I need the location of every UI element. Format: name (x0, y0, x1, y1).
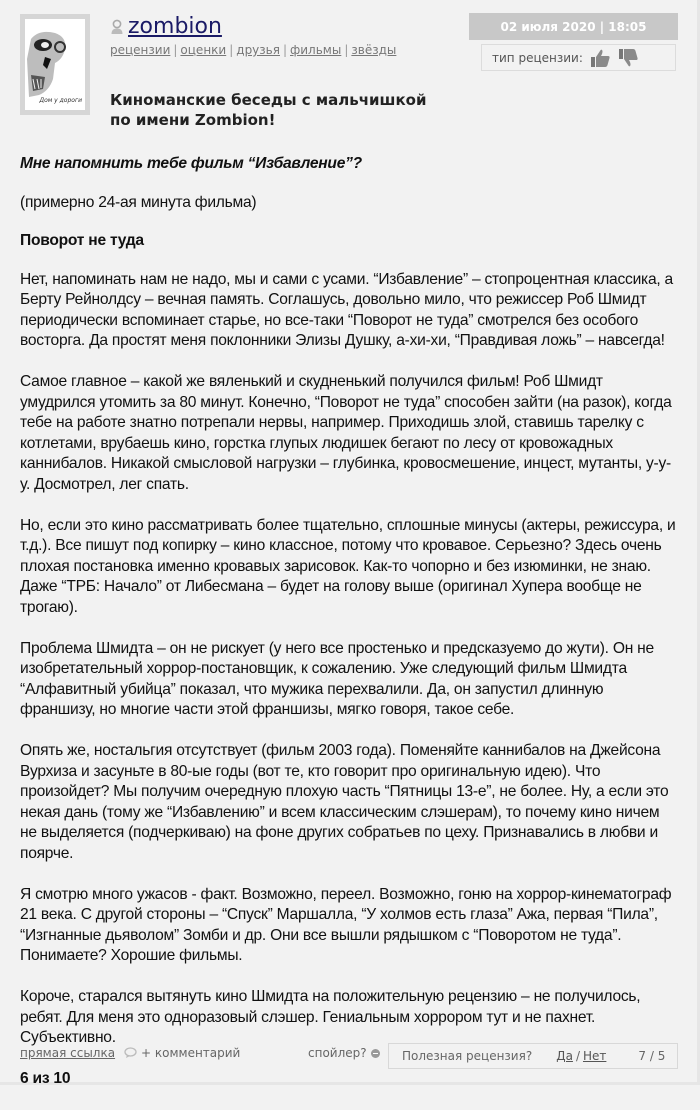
comment-icon (124, 1047, 137, 1059)
useful-question: Полезная рецензия? (402, 1049, 533, 1063)
spoiler-icon (371, 1049, 380, 1058)
useful-review-box (388, 1043, 678, 1069)
user-avatar[interactable] (20, 14, 90, 115)
review-title-line-2: по имени Zombion! (110, 111, 276, 129)
user-icon (110, 19, 124, 35)
add-comment-button[interactable] (124, 1046, 240, 1060)
user-link-reviews[interactable]: рецензии (110, 43, 171, 57)
review-type-label: тип рецензии: (492, 50, 583, 65)
user-link-stars[interactable]: звёзды (351, 43, 397, 57)
separator: | (344, 43, 349, 57)
review-note: (примерно 24-ая минута фильма) (20, 193, 257, 211)
user-line (110, 14, 222, 40)
review-date: 02 июля 2020 | 18:05 (469, 13, 678, 40)
add-comment-label: + комментарий (141, 1046, 241, 1060)
review-type-box (481, 44, 676, 71)
review-score: 6 из 10 (20, 1070, 71, 1087)
separator: | (282, 43, 287, 57)
vote-no-link[interactable]: Нет (582, 1049, 607, 1063)
user-link-ratings[interactable]: оценки (180, 43, 227, 57)
username-link[interactable]: zombion (128, 14, 222, 39)
review-paragraph: Самое главное – какой же вяленький и скудненький получился фильм! Роб Шмидт умудрился утомить за 80 минут. Конечно, “Поворот не туда” способен зайти (на разок), когда тебе на работе знатно потрепали нервы, например. Приходишь злой, ставишь тарелку с котлетами, врубаешь кино, горстка глупых людишек бегают по лесу от кровожадных каннибалов. Никакой смысловой нагрузки – глубинка, кровосмешение, инцест, мутанты, у-у-у. Досмотрел, лег спать. (20, 373, 672, 493)
review-paragraph: Проблема Шмидта – он не рискует (у него все простенько и предсказуемо до жути). Он не изобретательный хоррор-постановщик, к сожалению. Уже следующий фильм Шмидта “Алфавитный убийца” показал, что мужика перехвалили. Да, он запустил длинную франшизу, но многие части этой франшизы, мягко говоря, такое себе. (20, 639, 654, 718)
review-quote: Мне напомнить тебе фильм “Избавление”? (20, 155, 362, 172)
review-title (110, 90, 440, 130)
thumbs-down-icon[interactable] (617, 48, 639, 68)
review-body (20, 154, 680, 1110)
avatar-caption: Дом у дороги (39, 97, 82, 104)
review-paragraph: Опять же, ностальгия отсутствует (фильм 2003 года). Поменяйте каннибалов на Джейсона Вурхиза и засуньте в 80-ые годы (вот те, кто говорит про оригинальную идею). Что произойдет? Мы получим очередную плохую часть “Пятницы 13-е”, не более. Ну, а если это некая дань (тому же “Избавлению” и всем классическим слэшерам), то почему кино ничем не выделяется (подчеркиваю) на фоне других собратьев по цеху. Признавались в любви и поярче. (20, 742, 669, 862)
review-paragraph: Но, если это кино рассматривать более тщательно, сплошные минусы (актеры, режиссура, и т.д.). Все пишут под копирку – кино классное, потому что кровавое. Серьезно? Здесь очень плохая постановка именно кровавых зарисовок. Как-то чопорно и без изюминки, не знаю. Даже “ТРБ: Начало” от Либесмана – будет на голову выше (оригинал Хупера вообще не трогаю). (20, 516, 676, 616)
spoiler-toggle[interactable] (308, 1046, 380, 1060)
vote-links (556, 1049, 606, 1063)
thumbs-up-icon[interactable] (589, 48, 611, 68)
permalink[interactable]: прямая ссылка (20, 1046, 116, 1060)
review-paragraph: Нет, напоминать нам не надо, мы и сами с усами. “Избавление” – стопроцентная классика, а Берту Рейнолдсу – вечная память. Соглашусь, довольно мило, что режиссер Роб Шмидт периодически вспоминает старье, но все-таки “Поворот не туда” смотрелся без особого восторга. Да простят меня поклонники Элизы Душку, а-хи-хи, “Правдивая ложь” – навсегда! (20, 270, 673, 349)
separator: | (173, 43, 178, 57)
avatar-image (25, 19, 85, 110)
review-footer (20, 1043, 680, 1067)
vote-counts: 7 / 5 (638, 1049, 666, 1063)
review-subtitle: Поворот не туда (20, 232, 144, 249)
separator: | (229, 43, 234, 57)
vote-yes-link[interactable]: Да (556, 1049, 573, 1063)
review-title-line-1: Киноманские беседы с мальчишкой (110, 91, 427, 109)
vote-separator: / (575, 1049, 580, 1063)
user-link-friends[interactable]: друзья (236, 43, 280, 57)
spoiler-label: спойлер? (308, 1046, 367, 1060)
review-paragraph: Короче, старался вытянуть кино Шмидта на положительную рецензию – не получилось, ребят. Для меня это одноразовый слэшер. Гениальным хоррором тут и не пахнет. Субъективно. (20, 988, 641, 1046)
user-link-films[interactable]: фильмы (290, 43, 342, 57)
review-paragraph: Я смотрю много ужасов - факт. Возможно, переел. Возможно, гоню на хоррор-кинематограф 21 века. С другой стороны – “Спуск” Маршалла, “У холмов есть глаза” Ажа, первая “Пила”, “Изгнанные дьяволом” Зомби и др. Они все вышли рядышком с “Поворотом не туда”. Понимаете? Хорошие фильмы. (20, 885, 672, 964)
user-links (110, 43, 396, 57)
